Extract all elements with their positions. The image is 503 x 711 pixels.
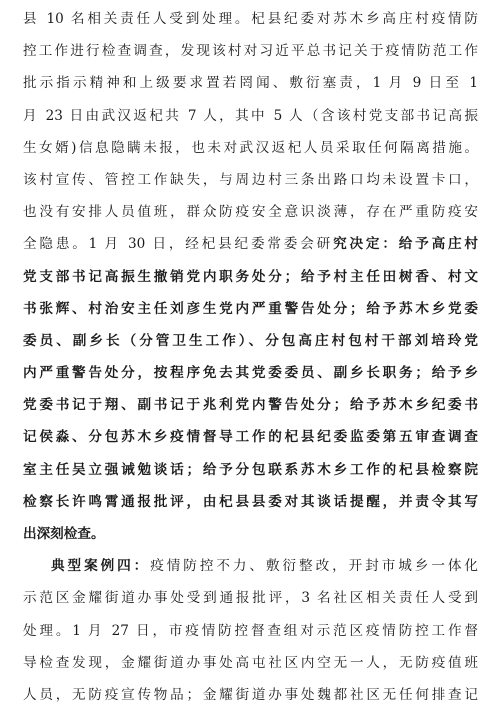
line-text-bold: 党支部书记高振生撤销党内职务处分；给予村主任田树香、村文	[23, 268, 478, 285]
text-line	[23, 357, 478, 389]
line-text: 人员，无防疫宣传物品；金耀街道办事处魏都社区无任何排查记	[23, 686, 478, 703]
line-text-bold: 党委书记于翔、副书记于兆利党内警告处分；给予苏木乡纪委书	[23, 397, 478, 414]
line-text: 示范区金耀街道办事处受到通报批评，3 名社区相关责任人受到	[23, 590, 478, 607]
text-line	[23, 454, 478, 486]
line-text-bold: 究决定：给予高庄村	[333, 236, 478, 253]
line-text: 疫情防控不力、敷衍整改，开封市城乡一体化	[150, 558, 478, 575]
line-text: 月 23 日由武汉返杞共 7 人，其中 5 人（含该村党支部书记高振	[23, 107, 478, 124]
line-text: 批示指示精神和上级要求置若罔闻、敷衍塞责，1 月 9 日至 1	[23, 75, 478, 92]
text-line	[23, 615, 478, 647]
text-line	[23, 35, 478, 67]
line-text-bold: 室主任吴立强诫勉谈话；给予分包联系苏木乡工作的杞县检察院	[23, 461, 478, 478]
text-line	[23, 325, 478, 357]
text-line	[23, 67, 478, 99]
text-line	[23, 132, 478, 164]
text-line	[23, 261, 478, 293]
text-line	[23, 100, 478, 132]
text-line	[23, 293, 478, 325]
text-line	[23, 421, 478, 453]
line-text: 控工作进行检查调查，发现该村对习近平总书记关于疫情防范工作	[23, 43, 478, 60]
line-text: 处理。1 月 27 日，市疫情防控督查组对示范区疫情防控工作督	[23, 622, 478, 639]
line-text: 全隐患。1 月 30 日，经杞县纪委常委会研	[23, 236, 334, 253]
text-line	[23, 550, 478, 582]
line-text-bold: 内严重警告处分，按程序免去其党委委员、副乡长职务；给予乡	[23, 365, 478, 382]
text-line	[23, 228, 478, 260]
text-line	[23, 647, 478, 679]
text-line	[23, 582, 478, 614]
line-text-bold: 记侯淼、分包苏木乡疫情督导工作的杞县纪委监委第五审查调查	[23, 429, 478, 446]
text-line	[23, 518, 478, 550]
line-text-bold: 检察长许鸣霄通报批评，由杞县县委对其谈话提醒，并责令其写	[23, 493, 478, 510]
text-line	[23, 3, 478, 35]
line-text-bold: 书张辉、村治安主任刘彦生党内严重警告处分；给予苏木乡党委	[23, 300, 478, 317]
text-line	[23, 196, 478, 228]
line-text: 导检查发现，金耀街道办事处高屯社区内空无一人，无防疫值班	[23, 654, 478, 671]
text-line	[23, 389, 478, 421]
text-line	[23, 679, 478, 711]
line-text: 生女婿)信息隐瞒未报，也未对武汉返杞人员采取任何隔离措施。	[23, 139, 478, 156]
text-line	[23, 164, 478, 196]
line-text: 县 10 名相关责任人受到处理。杞县纪委对苏木乡高庄村疫情防	[23, 11, 478, 27]
line-text-bold: 委员、副乡长（分管卫生工作）、分包高庄村包村干部刘培玲党	[23, 332, 478, 349]
line-text: 也没有安排人员值班，群众防疫安全意识淡薄，存在严重防疫安	[23, 204, 478, 221]
line-text: 该村宣传、管控工作缺失，与周边村三条出路口均未设置卡口，	[23, 171, 478, 188]
text-line	[23, 486, 478, 518]
line-text-bold: 出深刻检查。	[23, 526, 105, 542]
line-text-bold: 典型案例四：	[51, 558, 151, 575]
